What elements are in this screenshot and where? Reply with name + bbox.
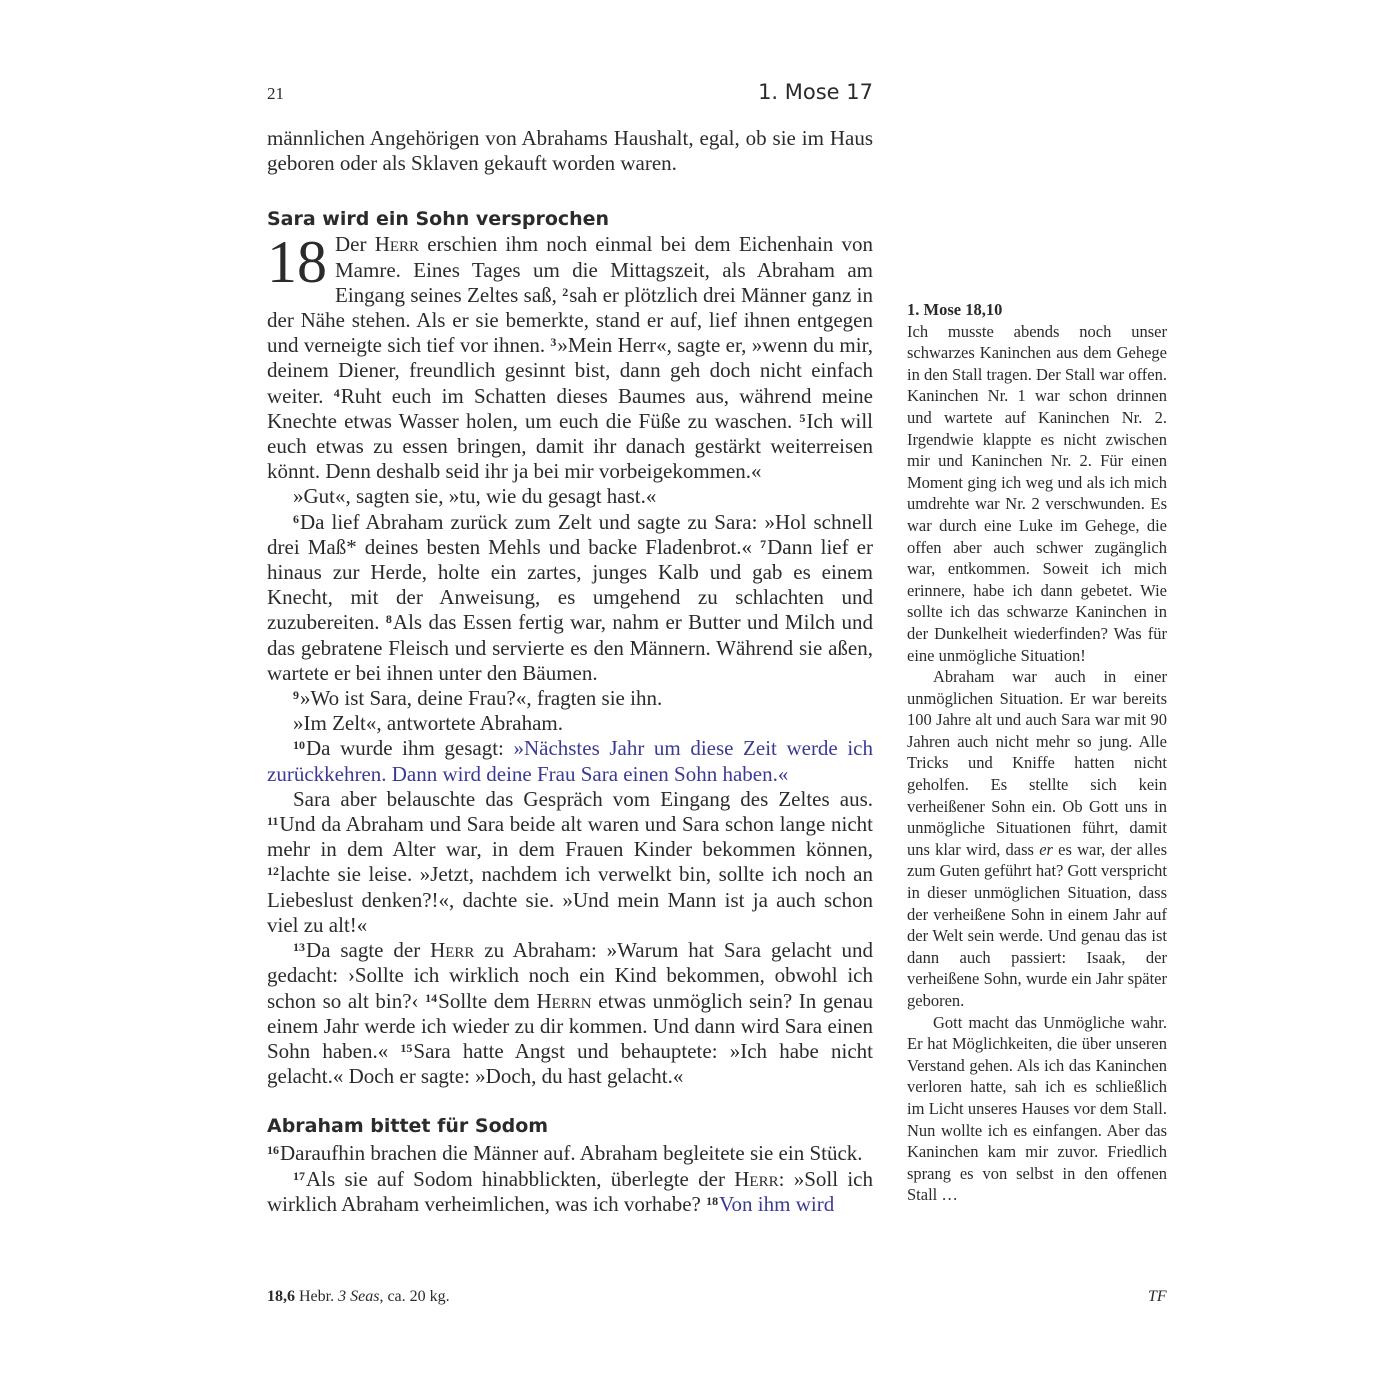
intro-paragraph: männlichen Angehörigen von Abrahams Haushalt, egal, ob sie im Haus geboren oder als Sklaven gekauft worden waren. xyxy=(267,126,873,176)
verse-number: 16 xyxy=(267,1143,279,1158)
verse-number: 9 xyxy=(293,688,299,703)
chapter-number: 18 xyxy=(267,229,327,296)
section-heading-sodom: Abraham bittet für Sodom xyxy=(267,1115,549,1138)
verse-paragraph: $^{17}$Als sie auf Sodom hinabblickten, überlegte der Herr: »Soll ich wirklich Abraham verheimlichen, was ich vorhabe? $^{18}$Von ihm wird xyxy=(267,1166,873,1216)
verse-number: 5 xyxy=(799,410,806,425)
sidebar-paragraph: Gott macht das Unmögliche wahr. Er hat Möglichkeiten, die über unseren Verstand gehen. Als ich das Kaninchen verloren hatte, sah ich es schließlich im Licht unseres Hauses vor dem Stall. Nun wollte ich es einfangen. Aber das Kaninchen kam mir zuvor. Friedlich sprang es von selbst in den offenen Stall … xyxy=(907,1012,1167,1205)
verse-number: 6 xyxy=(293,511,299,526)
section-heading-sara: Sara wird ein Sohn versprochen xyxy=(267,208,610,231)
verse-paragraph: $^{16}$Daraufhin brachen die Männer auf. Abraham begleitete sie ein Stück. xyxy=(267,1141,863,1166)
verse-paragraph: $^9$»Wo ist Sara, deine Frau?«, fragten sie ihn. xyxy=(293,686,663,711)
running-head: 1. Mose 17 xyxy=(758,80,873,104)
verse-number: 8 xyxy=(385,612,392,627)
verse-number: 11 xyxy=(267,814,279,829)
page-number: 21 xyxy=(267,84,284,103)
sidebar-paragraph: Ich musste abends noch unser schwarzes Kaninchen aus dem Gehege in den Stall tragen. Der Stall war offen. Kaninchen Nr. 1 war schon drinnen und wartete auf Kaninchen Nr. 2. Irgendwie klappte es nicht zwischen mir und Kaninchen Nr. 2. Für einen Moment ging ich weg und als ich mich umdrehte war Nr. 2 verschwunden. Es war durch eine Luke im Gehege, die offen aber auch schwer zugänglich war, entkommen. Soweit ich mich erinnere, habe ich dann gebetet. Wie sollte ich das schwarze Kaninchen in der Dunkelheit wiederfinden? Was für eine unmögliche Situation! xyxy=(907,321,1167,665)
verse-number: 14 xyxy=(425,990,438,1005)
verse-paragraph: $^{13}$Da sagte der Herr zu Abraham: »Warum hat Sara gelacht und gedacht: ›Sollte ich wirklich noch ein Kind bekommen, obwohl ich schon so alt bin?‹ $^{14}$Sollte dem Herrn etwas unmöglich sein? In genau einem Jahr werde ich wieder zu dir kommen. Und dann wird Sara einen Sohn haben.« $^{15}$Sara hatte Angst und behauptete: »Ich habe nicht gelacht.« Doch er sagte: »Doch, du hast gelacht.« xyxy=(267,938,873,1089)
highlighted-promise: »Nächstes Jahr um diese Zeit werde ich zurückkehren. Dann wird deine Frau Sara einen Sohn haben.« xyxy=(267,736,873,786)
verse-number: 10 xyxy=(293,738,305,753)
main-column xyxy=(267,126,873,1217)
verse-paragraph: $^6$Da lief Abraham zurück zum Zelt und sagte zu Sara: »Hol schnell drei Maß* deines besten Mehls und backe Fladenbrot.« $^7$Dann lief er hinaus zur Herde, holte ein zartes, junges Kalb und gab es einem Knecht, mit der Anweisung, es umgehend zu schlachten und zuzubereiten. $^8$Als das Essen fertig war, nahm er Butter und Milch und das gebratene Fleisch und servierte es den Männern. Während sie aßen, wartete er bei ihnen unter den Bäumen. xyxy=(267,509,873,685)
divine-name: Herr xyxy=(734,1166,779,1191)
verse-number: 4 xyxy=(333,385,340,400)
footnote: 18,6 Hebr. 3 Seas, ca. 20 kg. xyxy=(267,1288,450,1305)
verse-number: 18 xyxy=(706,1193,719,1208)
verse-paragraph: $^{10}$Da wurde ihm gesagt: »Nächstes Jahr um diese Zeit werde ich zurückkehren. Dann wird deine Frau Sara einen Sohn haben.« xyxy=(267,736,873,786)
footnote-ref: 18,6 xyxy=(267,1288,295,1305)
verse-paragraph: Sara aber belauschte das Gespräch vom Eingang des Zeltes aus. $^{11}$Und da Abraham und Sara beide alt waren und Sara schon lange nicht mehr in dem Alter war, in dem Frauen Kinder bekommen können, $^{12}$lachte sie leise. »Jetzt, nachdem ich verwelkt bin, sollte ich noch an Liebeslust denken?!«, dachte sie. »Und mein Mann ist ja auch schon viel zu alt!« xyxy=(267,786,873,937)
verse-number: 15 xyxy=(400,1040,413,1055)
divine-name: Herr xyxy=(374,232,420,257)
divine-name: Herr xyxy=(430,938,475,963)
verse-paragraph: »Gut«, sagten sie, »tu, wie du gesagt hast.« xyxy=(293,484,657,509)
chapter-18-paragraph: 18 Der Herr erschien ihm noch einmal bei dem Eichenhain von Mamre. Eines Tages um die Mittagszeit, als Abraham am Eingang seines Zeltes saß, $^2$sah er plötzlich drei Männer ganz in der Nähe stehen. Als er sie bemerkte, stand er auf, lief ihnen entgegen und verneigte sich tief vor ihnen. $^3$»Mein Herr«, sagte er, »wenn du mir, deinem Diener, freundlich gesinnt bist, dann geh doch nicht einfach weiter. $^4$Ruht euch im Schatten dieses Baumes aus, während meine Knechte etwas Wasser holen, um euch die Füße zu waschen. $^5$Ich will euch etwas zu essen bringen, damit ihr danach gestärkt weiterreisen könnt. Denn deshalb seid ihr ja bei mir vorbeigekommen.« xyxy=(267,229,874,484)
verse-number: 2 xyxy=(562,284,569,299)
verse-number: 17 xyxy=(293,1168,305,1183)
sidebar-title: 1. Mose 18,10 xyxy=(907,300,1003,319)
verse-number: 12 xyxy=(267,864,279,879)
highlighted-text: Von ihm wird xyxy=(719,1191,835,1216)
verse-paragraph: »Im Zelt«, antwortete Abraham. xyxy=(293,711,563,736)
author-initials: TF xyxy=(1148,1288,1167,1305)
verse-number: 3 xyxy=(550,335,557,350)
devotional-sidebar xyxy=(907,299,1167,1206)
verse-number: 7 xyxy=(760,536,767,551)
verse-number: 13 xyxy=(293,940,305,955)
divine-name: Herrn xyxy=(536,988,592,1013)
sidebar-paragraph: Abraham war auch in einer unmöglichen Situation. Er war bereits 100 Jahre alt und auch Sara war mit 90 Jahren auch nicht mehr so jung. Alle Tricks und Kniffe hatten nicht geholfen. Es stellte sich kein verheißener Sohn ein. Ob Gott uns in unmögliche Situationen führt, damit uns klar wird, dass er es war, der alles zum Guten geführt hat? Gott verspricht in dieser unmöglichen Situation, dass der verheißene Sohn in einem Jahr auf der Welt sein werde. Und genau das ist dann auch passiert: Isaak, der verheißene Sohn, wurde ein Jahr später geboren. xyxy=(907,667,1168,1010)
